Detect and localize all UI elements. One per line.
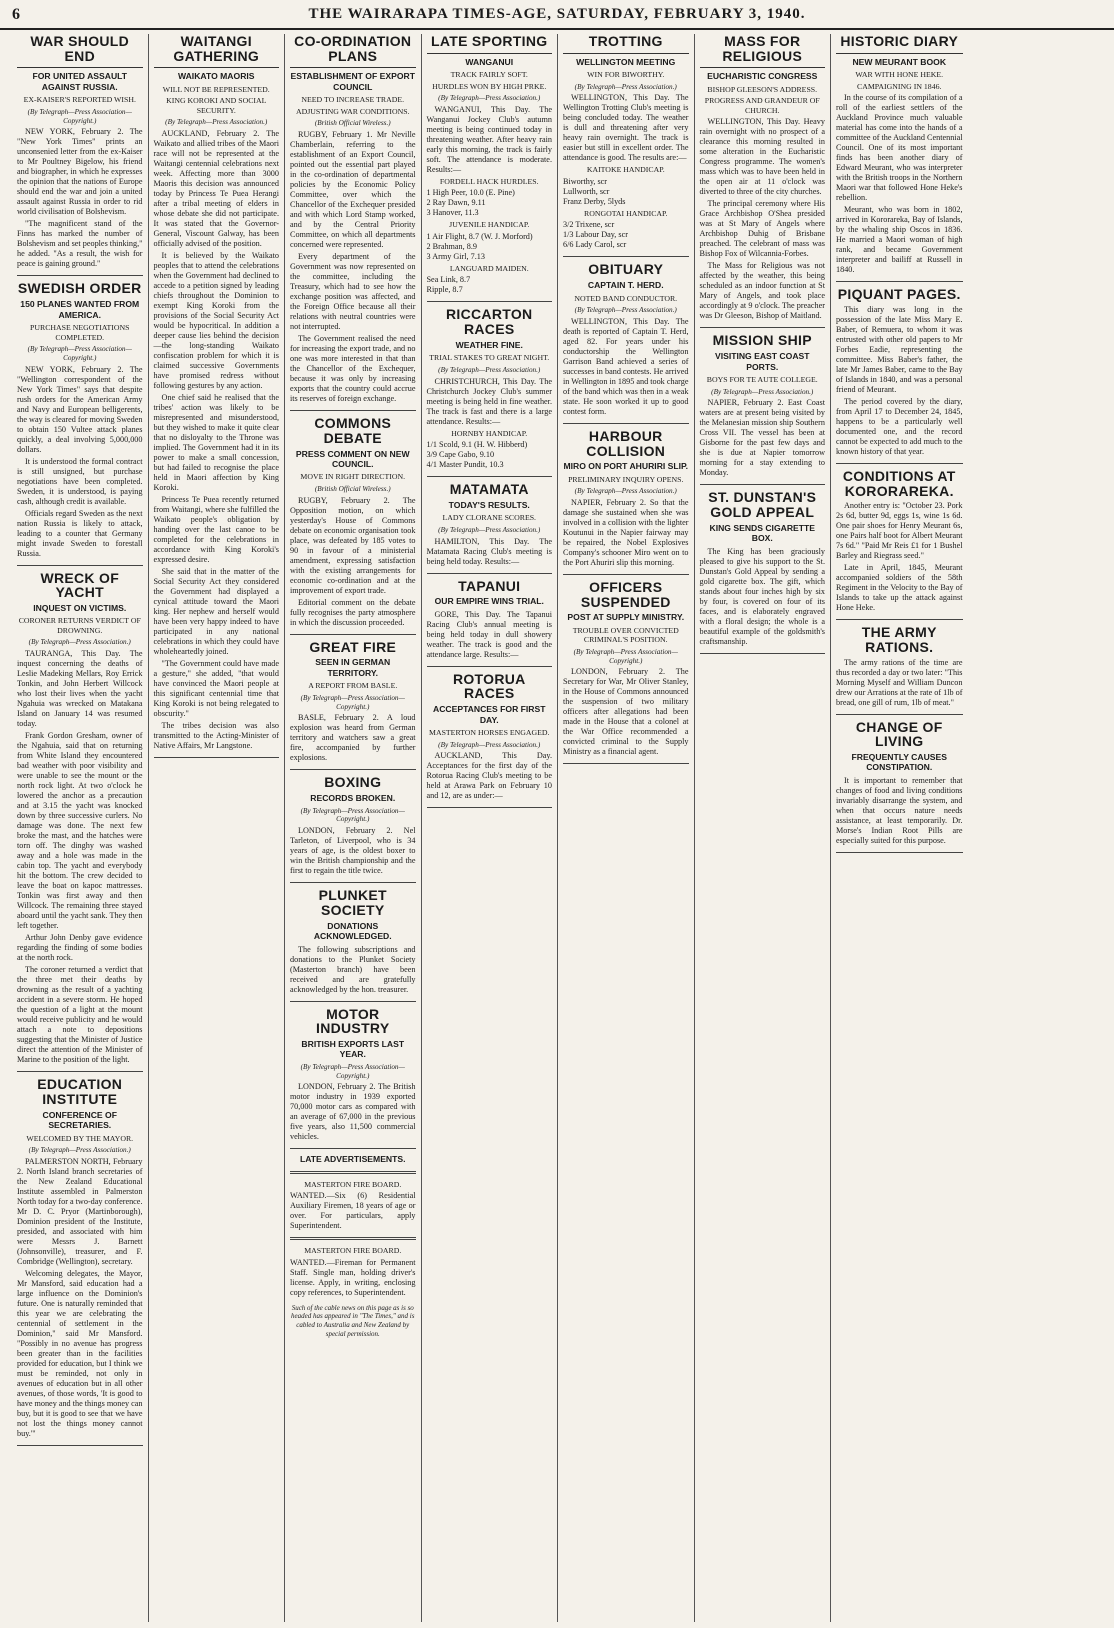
article-subhead: EUCHARISTIC CONGRESS xyxy=(707,71,818,82)
article-divider xyxy=(154,757,280,758)
article-paragraph: Frank Gordon Gresham, owner of the Ngahuia, said that on returning from White Island they encountered bad weather with poor visibility and were unable to see the mount or the north rock light. At two o'clock he lowered the anchor as a precaution and at 3.15 the yacht was knocked down by three successive curlers. No damage was done. The next few broke the mast, and the hatches were torn off. The dinghy was washed away and a hole was made in the cabin top. The yacht and everybody hit the bottom. The crew decided to leave the boat on kapoc mattresses. Tonkin was first away and then Willcock. The remaining three stayed aboard until the yacht sank. They then left together. xyxy=(17,731,143,931)
article-divider xyxy=(836,714,963,715)
article-headline: OBITUARY xyxy=(588,261,664,278)
article-paragraph: This diary was long in the possession of the late Miss Mary E. Baber, of Remuera, to whom it was entrusted with other old papers to Mr Forbes Eadie, representing the committee. Miss Baber's father, the late Mr James Baber, came to the Bay of Islands in 1840, and was a personal friend of Meurant. xyxy=(836,304,963,394)
article-byline: (By Telegraph—Press Association.) xyxy=(574,306,677,315)
article-paragraph: The coroner returned a verdict that the three met their deaths by drowning as the result of a yachting accident in a severe storm. He hoped the question of a light at the mount would receive publicity and he would attach a note to depositions suggesting that the Minister of Justice direct the attention of the Minister of Marine to the position of the light. xyxy=(17,965,143,1065)
article-subhead: WANGANUI xyxy=(465,56,514,67)
page-number: 6 xyxy=(12,6,20,23)
article-subhead: CONFERENCE OF SECRETARIES. xyxy=(42,1109,117,1131)
article-divider xyxy=(427,301,553,302)
article-subhead: MIRO ON PORT AHURIRI SLIP. xyxy=(563,461,689,472)
article-paragraph: CHRISTCHURCH, This Day. The Christchurch Jockey Club's summer meeting is being held in fine weather. The track is fast and there is a large attendance. Results:— xyxy=(426,376,552,426)
article-divider xyxy=(17,565,143,566)
article-paragraph: Welcoming delegates, the Mayor, Mr Mansford, said education had a large influence on the Dominion's future. One is naturally reminded that this year we are celebrating the centennial of settlement in the Dominion," said Mr Mansford. "Possibly in no avenue has progress been greater than in the facilities provided for education, but I think we must be reminded, not only in avenues of education but in all other avenues, of those words, 'It is good to have money and the things money can buy, but it is good to see that we have not lost the things money cannot buy.'" xyxy=(17,1268,143,1438)
article-divider xyxy=(290,1148,416,1149)
ads-heading: LATE ADVERTISEMENTS. xyxy=(299,1154,406,1165)
article-subhead: NEED TO INCREASE TRADE. xyxy=(301,95,405,105)
article-byline: (By Telegraph—Press Association.) xyxy=(711,387,814,396)
article xyxy=(427,672,553,802)
article xyxy=(290,1007,416,1143)
cable-footnote: Such of the cable news on this page as is so headed has appeared in "The Times," and is cabled to Australia and New Zealand by special permission. xyxy=(291,1303,415,1338)
race-name: KAITOKE HANDICAP. xyxy=(586,165,665,175)
article-paragraph: Arthur John Denby gave evidence regarding the finding of some bodies at the north rock. xyxy=(17,933,143,963)
article-paragraph: WANGANUI, This Day. The Wanganui Jockey Club's autumn meeting is being continued today in threatening weather. After heavy rain early this morning, the track is fairly soft. The attendance is moderate. Results:— xyxy=(426,104,552,174)
article-subhead: WIN FOR BIWORTHY. xyxy=(587,70,665,80)
article-subhead: ACCEPTANCES FOR FIRST DAY. xyxy=(432,704,546,725)
article-divider xyxy=(563,423,689,424)
article-paragraph: Editorial comment on the debate fully recognises the party atmosphere in which the discussion proceeded. xyxy=(290,597,416,627)
article xyxy=(290,888,416,994)
column-1 xyxy=(12,34,149,1622)
article-paragraph: HAMILTON, This Day. The Matamata Racing Club's meeting is being held today. Results:— xyxy=(426,536,552,566)
race-result: 1 High Peer, 10.0 (E. Pine) xyxy=(426,188,515,198)
race-results xyxy=(427,275,553,295)
article xyxy=(427,579,553,660)
article-byline: (By Telegraph—Press Association—Copyright.) xyxy=(27,107,132,125)
article-paragraph: The King has been graciously pleased to give his support to the St. Dunstan's Gold Appeal by sending a gold cigarette box. The gift, which stands about four inches high by six by four, is covered on four of its faces, and is elaborately engraved with a floral design; the whole is a beautiful example of the goldsmith's craftsmanship. xyxy=(699,546,825,646)
article-divider xyxy=(17,1445,143,1446)
newspaper-columns xyxy=(12,34,1104,1622)
article-divider xyxy=(290,1001,416,1002)
article-paragraph: Every department of the Government was now represented on the committee, including the Treasury, which had to see how the exchange position was affected, and the Foreign Office because all their relations with neutral countries were not interrupted. xyxy=(290,252,416,332)
article-paragraph: Late in April, 1845, Meurant accompanied soldiers of the 58th Regiment in the Velocity to the Bay of Islands to take up the attack against Hone Heke. xyxy=(836,563,963,613)
article-subhead: WEATHER FINE. xyxy=(455,339,523,350)
race-result: 3/9 Cape Gabo, 9.10 xyxy=(426,450,495,460)
article-subhead: WILL NOT BE REPRESENTED. xyxy=(162,84,270,94)
race-result: 3 Army Girl, 7.13 xyxy=(426,251,485,261)
article-paragraph: She said that in the matter of the Social Security Act they considered the Government had displayed a cynical attitude toward the Maori king. Her nephew and herself would have been very happy indeed to have participated in any national celebrations in which they could have wholeheartedly joined. xyxy=(153,567,279,657)
article-paragraph: The principal ceremony where His Grace Archbishop O'Shea presided was at St Mary of Angels where Archbishop Duhig of Brisbane preached. The celebrant of mass was Bishop Fox of Wilcannia-Forbes. xyxy=(699,199,825,259)
article-headline: MISSION SHIP xyxy=(712,332,812,349)
ad-divider xyxy=(290,1171,416,1174)
race-result: 1/3 Labour Day, scr xyxy=(563,230,628,240)
article xyxy=(290,416,416,628)
article xyxy=(290,640,416,764)
article-paragraph: RUGBY, February 2. The Opposition motion, on which yesterday's House of Commons debate on economic organisation took place, was defeated by 185 votes to 90 in favour of a ministerial amendment, expressing satisfaction with the existing arrangements for economic co-ordination and at the improvement of export trade. xyxy=(290,495,416,595)
ad-text: WANTED.—Six (6) Residential Auxiliary Firemen, 18 years of age or over. For particulars, apply Superintendent. xyxy=(290,1191,416,1231)
column-7 xyxy=(831,34,968,1622)
article-byline: (By Telegraph—Press Association.) xyxy=(28,638,131,647)
article xyxy=(836,469,963,613)
article-byline: (By Telegraph—Press Association.) xyxy=(438,94,541,103)
article-paragraph: NAPIER, February 2. So that the damage she sustained when she was involved in a collision with the lighter Koutunui in the Napier fairway may be repaired, the Nobel Explosives Company's schooner Miro went on to the Port Ahuriri slip this morning. xyxy=(563,498,689,568)
article-subhead: CAPTAIN T. HERD. xyxy=(587,280,664,291)
article-headline: CONDITIONS AT KORORAREKA. xyxy=(842,467,956,499)
race-name: JUVENILE HANDICAP. xyxy=(449,220,530,230)
article-paragraph: NAPIER, February 2. East Coast waters are at present being visited by the Melanesian mission ship Southern Cross VII. The vessel has been at Gisborne for the past few days and she is due at Napier tomorrow morning for a stay extending to Monday. xyxy=(699,398,825,478)
article-headline: THE ARMY RATIONS. xyxy=(861,624,937,655)
article-headline: BOXING xyxy=(324,774,382,791)
article-paragraph: One chief said he realised that the tribes' action was likely to be misrepresented and misunderstood, but they wished to make it quite clear that no disloyalty to the Throne was implied. The Government had it in its power to make a small concession, but had failed to recognise the place held in Maori affection by King Koroki. xyxy=(153,393,279,493)
article-headline: LATE SPORTING xyxy=(427,34,553,54)
ad-title: MASTERTON FIRE BOARD. xyxy=(304,1246,402,1256)
article-byline: (By Telegraph—Press Association—Copyright.) xyxy=(573,647,678,665)
article-divider xyxy=(290,410,416,411)
article-headline: MASS FOR RELIGIOUS xyxy=(700,34,826,68)
article-headline: HARBOUR COLLISION xyxy=(586,427,666,459)
article-headline: CHANGE OF LIVING xyxy=(855,718,943,750)
article-headline: EDUCATION INSTITUTE xyxy=(37,1076,123,1107)
race-result: 2 Ray Dawn, 9.11 xyxy=(426,198,486,208)
article-paragraph: AUCKLAND, This Day. Acceptances for the first day of the Rotorua Racing Club's meeting to be held at Arawa Park on February 10 and 12, are as under:— xyxy=(426,751,552,801)
article-headline: GREAT FIRE xyxy=(309,638,397,655)
race-result: 3 Hanover, 11.3 xyxy=(426,208,479,218)
article-subhead: WELCOMED BY THE MAYOR. xyxy=(26,1133,134,1143)
article-paragraph: WELLINGTON, This Day. The Wellington Trotting Club's meeting is being concluded today. The weather is dull and threatening after very heavy rain overnight. The track is easier but still in excellent order. The attendance is good. The results are:— xyxy=(563,93,689,163)
article-paragraph: It is understood the formal contract is still unsigned, but purchase negotiations have been completed. Sweden, it is understood, is paying cash, although credit is available. xyxy=(17,456,143,506)
race-result: Franz Derby, 5lyds xyxy=(563,196,626,206)
article-subhead: PRELIMINARY INQUIRY OPENS. xyxy=(568,474,684,484)
article-divider xyxy=(836,463,963,464)
race-name: HORNBY HANDICAP. xyxy=(451,428,528,438)
article-byline: (By Telegraph—Press Association—Copyright.) xyxy=(300,693,405,711)
article xyxy=(836,720,963,846)
article xyxy=(290,34,416,404)
article-paragraph: PALMERSTON NORTH, February 2. North Island branch secretaries of the New Zealand Educational Institute assembled in Palmerston North today for a two-day conference. Mr D. C. Pryor (Martinborough), Dominion president of the Institute, presided, and associated with him were Messrs J. Barnett (Johnsonville), treasurer, and F. Combridge (Wellington), secretary. xyxy=(17,1156,143,1266)
article xyxy=(836,287,963,457)
article-subhead: POST AT SUPPLY MINISTRY. xyxy=(567,612,685,623)
article xyxy=(427,482,553,566)
article-subhead: FOR UNITED ASSAULT AGAINST RUSSIA. xyxy=(32,71,128,92)
article-byline: (By Telegraph—Press Association—Copyright.) xyxy=(27,345,132,362)
article-subhead: 150 PLANES WANTED FROM AMERICA. xyxy=(20,299,140,320)
article-paragraph: LONDON, February 2. The Secretary for War, Mr Oliver Stanley, in the House of Commons announced the suspension of two military officers after allegations had been made in the House that a colonel at the War Office recommended a convicted criminal to the Supply Ministry as a financial agent. xyxy=(563,667,689,757)
article-paragraph: AUCKLAND, February 2. The Waikato and allied tribes of the Maori race will not be represented at the Waitangi centennial celebrations next week. Affecting more than 3000 Maoris this decision was announced today by Princess Te Puea Herangi after a tribal meeting of elders in whose debate she did not participate. It was stated that the Governor-General, Viscount Galway, has been officially advised of the position. xyxy=(153,129,279,249)
article-headline: HISTORIC DIARY xyxy=(836,34,963,54)
article-subhead: EX-KAISER'S REPORTED WISH. xyxy=(23,95,136,105)
article-subhead: BRITISH EXPORTS LAST YEAR. xyxy=(301,1038,405,1060)
article-paragraph: The Mass for Religious was not affected by the weather, this being scheduled as an indoor function at St Mary of Angels, and took place accordingly at 9 o'clock. The preacher was Dr Gleeson, Bishop of Maitland. xyxy=(699,261,825,321)
article-subhead: WAR WITH HONE HEKE. xyxy=(855,70,944,80)
article-subhead: A REPORT FROM BASLE. xyxy=(308,681,398,691)
article-subhead: BISHOP GLEESON'S ADDRESS. xyxy=(707,84,818,94)
article-byline: (British Official Wireless.) xyxy=(314,119,391,128)
article-divider xyxy=(290,769,416,770)
article-subhead: TRACK FAIRLY SOFT. xyxy=(450,70,528,80)
article-headline: PLUNKET SOCIETY xyxy=(318,887,387,918)
article-divider xyxy=(563,763,689,764)
article xyxy=(836,34,963,275)
article-divider xyxy=(836,852,963,853)
article-subhead: NEW MEURANT BOOK xyxy=(852,56,947,67)
article-subhead: DONATIONS ACKNOWLEDGED. xyxy=(313,920,392,942)
article-headline: COMMONS DEBATE xyxy=(314,415,392,446)
article-subhead: TRIAL STAKES TO GREAT NIGHT. xyxy=(429,353,550,363)
article-headline: SWEDISH ORDER xyxy=(17,280,142,297)
article-divider xyxy=(427,476,553,477)
article-paragraph: It is important to remember that changes of food and living conditions invariably disarrange the system, and when that occurs nature needs assistance, at least temporarily. Dr. Morse's Indian Root Pills are especially suited for this purpose. xyxy=(836,775,963,845)
article-paragraph: RUGBY, February 1. Mr Neville Chamberlain, referring to the establishment of an Export Council, pointed out the essential part played in the co-ordination of departmental policies by the Economic Policy Committee, over which the Chancellor of the Exchequer presided and with which Lord Stamp worked, and by the Central Priority Committee, on which all departments concerned were represented. xyxy=(290,130,416,250)
article xyxy=(563,580,689,757)
article-subhead: CAMPAIGNING IN 1846. xyxy=(857,81,942,91)
column-3 xyxy=(285,34,422,1622)
article-divider xyxy=(290,634,416,635)
article-subhead: WELLINGTON MEETING xyxy=(576,56,676,67)
article-byline: (By Telegraph—Press Association—Copyright.) xyxy=(300,1062,405,1080)
article-paragraph: The following subscriptions and donations to the Plunket Society (Masterton branch) have been received and are gratefully acknowledged by the hon. treasurer. xyxy=(290,944,416,994)
article xyxy=(836,625,963,707)
race-result: 4/1 Master Pundit, 10.3 xyxy=(426,460,504,470)
article-paragraph: "The Government could have made a gesture," she added, "that would have convinced the Maori people at this significant centennial time that King Koroki is not being relegated to obscurity." xyxy=(153,659,279,719)
ad-title: MASTERTON FIRE BOARD. xyxy=(304,1179,402,1189)
article-subhead: LADY CLORANE SCORES. xyxy=(442,513,536,523)
article-headline: CO-ORDINATION PLANS xyxy=(290,34,416,68)
article-paragraph: GORE, This Day. The Tapanui Racing Club's annual meeting is being held today in dull showery weather. The track is good and the attendance large. Results:— xyxy=(426,609,552,659)
article-subhead: OUR EMPIRE WINS TRIAL. xyxy=(434,596,544,607)
article-divider xyxy=(427,666,553,667)
race-result: 1 Air Flight, 8.7 (W. J. Morford) xyxy=(426,231,533,241)
article-byline: (By Telegraph—Press Association.) xyxy=(438,525,541,534)
article-subhead: PROGRESS AND GRANDEUR OF CHURCH. xyxy=(704,96,820,115)
article-byline: (By Telegraph—Press Association—Copyright.) xyxy=(300,806,405,824)
article-paragraph: In the course of its compilation of a roll of the earliest settlers of the Auckland Province much valuable material has come into the hands of a committee of the Auckland Centennial Council. One of its most important finds has been another diary of Edward Meurant, who was interpreter with the British troops in the Northern Maori war that followed Hone Heke's rebellion. xyxy=(836,93,963,203)
article xyxy=(563,34,689,250)
article-byline: (By Telegraph—Press Association.) xyxy=(28,1146,131,1155)
article-paragraph: LONDON, February 2. Nel Tarleton, of Liverpool, who is 34 years of age, is the oldest boxer to win the British championship and the first to regain the title twice. xyxy=(290,826,416,876)
column-4 xyxy=(422,34,559,1622)
article-byline: (By Telegraph—Press Association.) xyxy=(165,118,268,127)
article-headline: MATAMATA xyxy=(449,481,529,498)
article-headline: ST. DUNSTAN'S GOLD APPEAL xyxy=(708,489,817,520)
article-paragraph: BASLE, February 2. A loud explosion was heard from German territory and watchers saw a great fire, accompanied by further explosions. xyxy=(290,713,416,763)
article-headline: WRECK OF YACHT xyxy=(40,569,120,601)
late-advertisements xyxy=(290,1154,416,1338)
article-paragraph: Officials regard Sweden as the next nation Russia is likely to attack, leading to a counter that Germany might invade Sweden to forestall Russia. xyxy=(17,508,143,558)
race-result: 1/1 Scold, 9.1 (H. W. Hibberd) xyxy=(426,440,528,450)
article-subhead: CORONER RETURNS VERDICT OF DROWNING. xyxy=(18,616,141,635)
article-subhead: KING KOROKI AND SOCIAL SECURITY. xyxy=(166,96,267,115)
article-paragraph: WELLINGTON, This Day. The death is reported of Captain T. Herd, aged 82. For years under his conductorship the Wellington Garrison Band achieved a series of successes in band contests. He arrived in Wellington in 1895 and took charge of the band which was then in a weak state. He soon worked it up to good contest form. xyxy=(563,316,689,416)
article-paragraph: The tribes decision was also transmitted to the Acting-Minister of Native Affairs, Mr Langstone. xyxy=(153,721,279,751)
article-headline: WAITANGI GATHERING xyxy=(154,34,280,68)
race-result: Ripple, 8.7 xyxy=(426,285,463,295)
article-subhead: HURDLES WON BY HIGH PRKE. xyxy=(432,81,547,91)
race-result: 2 Brahman, 8.9 xyxy=(426,241,477,251)
article-headline: TAPANUI xyxy=(458,577,521,594)
race-result: 6/6 Lady Carol, scr xyxy=(563,240,627,250)
article-headline: WAR SHOULD END xyxy=(17,34,143,68)
article-paragraph: LONDON, February 2. The British motor industry in 1939 exported 70,000 motor cars as compared with an average of 67,000 in the previous five years, also 11,500 commercial vehicles. xyxy=(290,1082,416,1142)
article-headline: MOTOR INDUSTRY xyxy=(316,1005,390,1037)
article xyxy=(290,775,416,876)
article-subhead: FREQUENTLY CAUSES CONSTIPATION. xyxy=(851,751,947,773)
article-divider xyxy=(17,275,143,276)
race-result: 3/2 Trixene, scr xyxy=(563,220,615,230)
article-divider xyxy=(17,1071,143,1072)
article-subhead: KING SENDS CIGARETTE BOX. xyxy=(709,522,816,544)
race-name: RONGOTAI HANDICAP. xyxy=(584,208,668,218)
article-divider xyxy=(700,653,826,654)
race-results xyxy=(563,177,689,207)
article-divider xyxy=(836,619,963,620)
article xyxy=(17,571,143,1066)
article-divider xyxy=(427,573,553,574)
article-paragraph: NEW YORK, February 2. The "Wellington correspondent of the New York Times" says that despite rush orders for the American Army and Navy and European belligerents, the way is cleared for moving Sweden to obtain 150 Vultee attack planes quickly, a deal involving 5,000,000 dollars. xyxy=(17,364,143,454)
article-paragraph: Meurant, who was born in 1802, arrived in Kororareka, Bay of Islands, by the whaling ship Oscos in 1836. He married a Maori woman of high rank, and became Government interpreter and bailiff at Russell in 1840. xyxy=(836,205,963,275)
article-paragraph: The period covered by the diary, from April 17 to December 24, 1845, happens to be a particularly well documented one, and the record cannot be expected to add much to the known history of that year. xyxy=(836,396,963,456)
article-paragraph: Another entry is: "October 23. Pork 2s 6d, butter 9d, eggs 1s, wine 1s 6d. One pair shoes for Henry Meurant 6s, one Pairs half boot for Albert Meurant 7s 6d." "Paid Mr Reis £1 for 1 Bushel Barley and Riegrass seed." xyxy=(836,501,963,561)
article-subhead: TODAY'S RESULTS. xyxy=(448,499,530,510)
column-5 xyxy=(558,34,695,1622)
article-subhead: PRESS COMMENT ON NEW COUNCIL. xyxy=(295,448,410,469)
article-divider xyxy=(290,882,416,883)
article-paragraph: The Government realised the need for increasing the export trade, and no one was more interested in that than the Chancellor of the Exchequer, because it was only by increasing exports that the country could accrue its reserves of foreign exchange. xyxy=(290,334,416,404)
article-paragraph: NEW YORK, February 2. The "New York Times" prints an unconsenied letter from the ex-Kaiser to Mr Poultney Bigelow, his friend and biographer, in which he expresses the opinion that the nations of Europe should end the war and join a united assault against Russia in order to rid world civilisation of Bolshevism. xyxy=(17,127,143,217)
race-name: FORDELL HACK HURDLES. xyxy=(439,176,539,186)
article-divider xyxy=(563,574,689,575)
article-subhead: PURCHASE NEGOTIATIONS COMPLETED. xyxy=(30,323,130,342)
article-byline: (By Telegraph—Press Association.) xyxy=(438,740,541,749)
race-name: LANGUARD MAIDEN. xyxy=(449,263,529,273)
newspaper-title: THE WAIRARAPA TIMES-AGE, SATURDAY, FEBRUARY 3, 1940. xyxy=(308,6,806,22)
race-results xyxy=(427,188,553,218)
article xyxy=(17,281,143,558)
article-headline: OFFICERS SUSPENDED xyxy=(580,579,671,610)
article-paragraph: It is believed by the Waikato peoples that to attend the celebrations when the Government had declined to accede to a petition signed by leading chiefs throughout the Dominion to exempt King Koroki from the provisions of the Social Security Act would be hypocritical. In addition a deeper cause lies behind the decision —the long-standing Waikato confiscation problem for which it is claimed successive Governments have promised redress without following gestures by any action. xyxy=(153,251,279,391)
article xyxy=(700,333,826,478)
article-subhead: VISITING EAST COAST PORTS. xyxy=(714,351,810,372)
article-subhead: WAIKATO MAORIS xyxy=(177,71,255,82)
article xyxy=(700,34,826,321)
race-result: Sea Link, 8.7 xyxy=(426,275,471,285)
article-subhead: MASTERTON HORSES ENGAGED. xyxy=(429,728,550,738)
article-byline: (British Official Wireless.) xyxy=(314,484,391,493)
article-headline: RICCARTON RACES xyxy=(446,306,533,338)
article-subhead: MOVE IN RIGHT DIRECTION. xyxy=(300,472,406,482)
article xyxy=(17,34,143,269)
article-headline: PIQUANT PAGES. xyxy=(837,286,961,303)
article xyxy=(700,490,826,646)
article-byline: (By Telegraph—Press Association.) xyxy=(574,82,677,91)
article-paragraph: WELLINGTON, This Day. Heavy rain overnight with no prospect of a clearance this morning resulted in some alteration in the Eucharistic Congress programme. The women's mass which was to have been held in the open air at 11 o'clock was diverted to three of the city churches. xyxy=(699,117,825,197)
race-result: Lullworth, scr xyxy=(563,186,610,196)
article-subhead: TROUBLE OVER CONVICTED CRIMINAL'S POSITION. xyxy=(572,625,679,645)
race-results xyxy=(427,440,553,470)
article xyxy=(427,307,553,470)
article xyxy=(563,262,689,416)
article-divider xyxy=(700,484,826,485)
article-paragraph: "The magnificent stand of the Finns has marked the number of Bolshevism and set peoples thinking," he added. "As a result, the wish for peace is gaining ground." xyxy=(17,219,143,269)
article-subhead: NOTED BAND CONDUCTOR. xyxy=(574,293,678,303)
race-results xyxy=(427,232,553,262)
article-subhead: RECORDS BROKEN. xyxy=(310,793,396,804)
article-paragraph: TAURANGA, This Day. The inquest concerning the deaths of Leslie Madeking Mellars, Roy Errick Tonkin, and John Herbert Willcock who lost their lives when the yacht Ngahuia was wrecked on Matakana Island on January 14 was resumed today. xyxy=(17,649,143,729)
column-6 xyxy=(695,34,832,1622)
article-paragraph: Princess Te Puea recently returned from Waitangi, where she fulfilled the Waikato people's obligation by handing over the last canoe to be completed for the celebrations in accordance with King Koroki's expressed desire. xyxy=(153,495,279,565)
article-subhead: ADJUSTING WAR CONDITIONS. xyxy=(295,106,410,116)
masthead xyxy=(0,0,1114,30)
ad-divider xyxy=(290,1237,416,1240)
article-subhead: ESTABLISHMENT OF EXPORT COUNCIL xyxy=(290,71,415,92)
article-byline: (By Telegraph—Press Association.) xyxy=(574,487,677,496)
article xyxy=(154,34,280,751)
article-divider xyxy=(427,807,553,808)
article-divider xyxy=(836,281,963,282)
article-subhead: SEEN IN GERMAN TERRITORY. xyxy=(315,657,391,678)
article-subhead: BOYS FOR TE AUTE COLLEGE. xyxy=(706,375,818,385)
article-paragraph: The army rations of the time are thus recorded a day or two later: "This Morning Myself and William Duncon drew our Arrations at the rate of 1lb of bread, one gill of rum, 1lb of meat." xyxy=(836,657,963,707)
race-results xyxy=(563,220,689,250)
article-divider xyxy=(700,327,826,328)
article xyxy=(17,1077,143,1439)
race-result: Biworthy, scr xyxy=(563,176,608,186)
article-byline: (By Telegraph—Press Association.) xyxy=(438,365,541,374)
article-headline: ROTORUA RACES xyxy=(452,670,526,702)
article xyxy=(563,429,689,568)
column-2 xyxy=(149,34,286,1622)
article-subhead: INQUEST ON VICTIMS. xyxy=(33,603,127,613)
article xyxy=(427,34,553,295)
article-divider xyxy=(563,256,689,257)
article-headline: TROTTING xyxy=(563,34,689,54)
ad-text: WANTED.—Fireman for Permanent Staff. Single man, holding driver's license. Apply, in writing, enclosing copy references, to Superintendent. xyxy=(290,1257,416,1297)
